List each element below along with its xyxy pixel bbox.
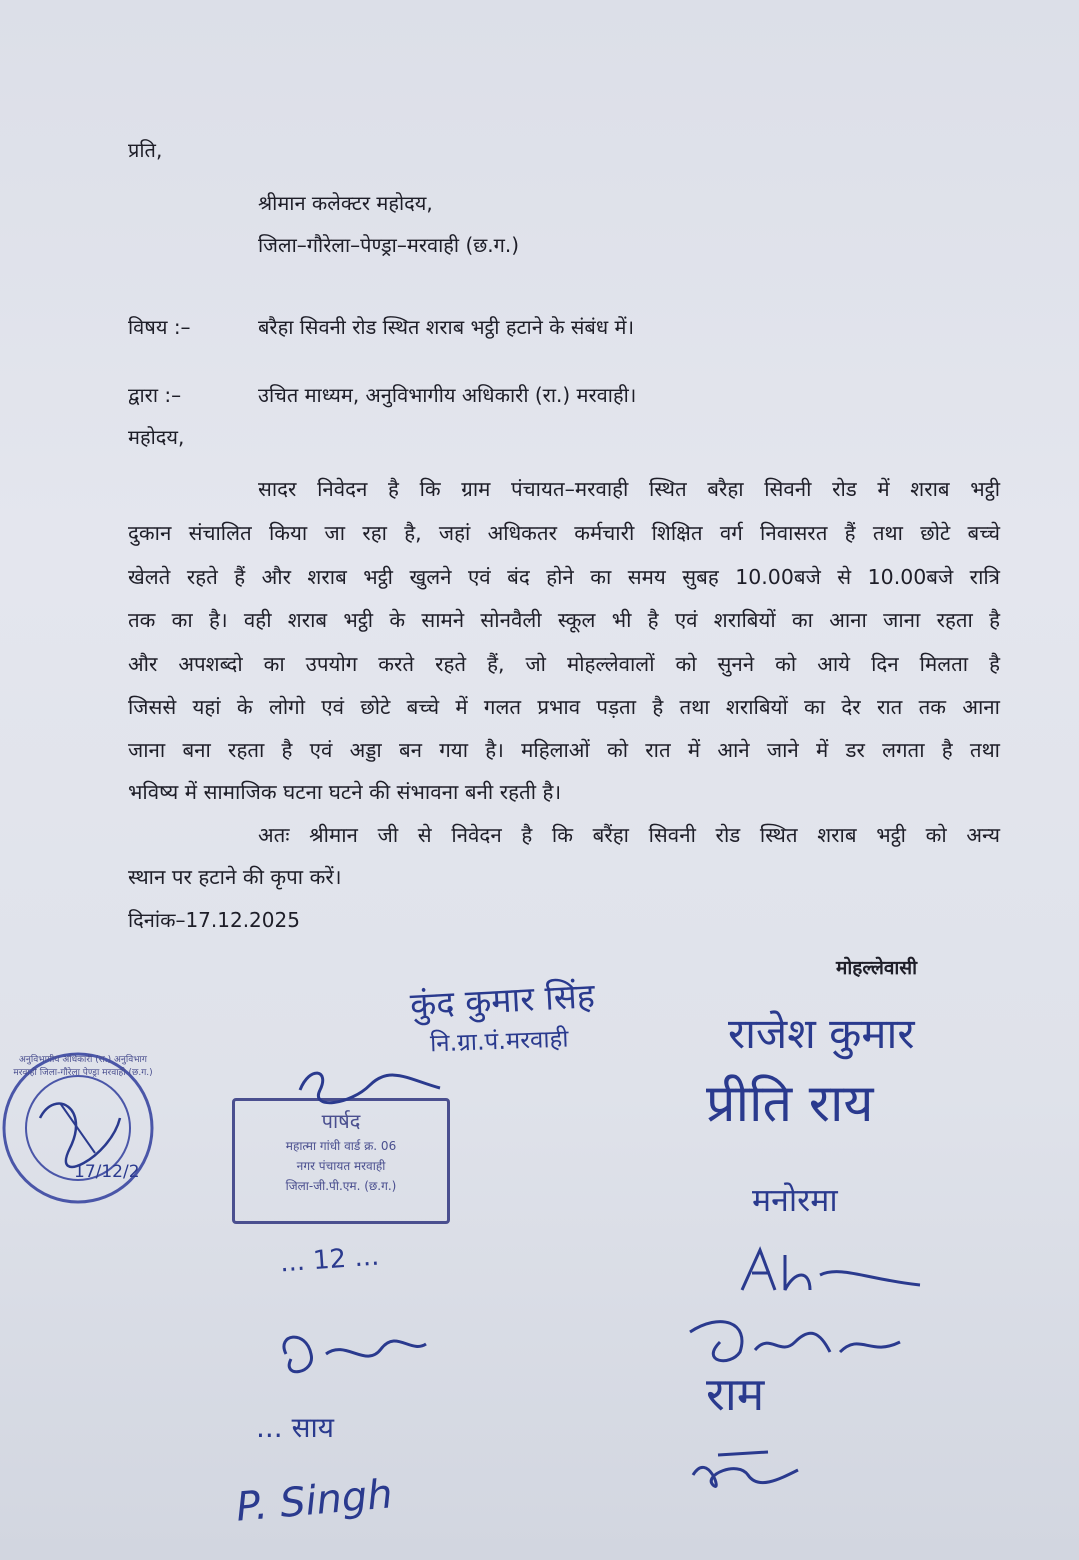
parshad-stamp — [232, 1098, 450, 1224]
signature-1-sub: नि.ग्रा.पं.मरवाही — [429, 1024, 569, 1058]
signature-1: कुंद कुमार सिंह — [409, 976, 596, 1026]
recipient-line2: जिला–गौरेला–पेण्ड्रा–मरवाही (छ.ग.) — [258, 233, 520, 257]
seal-date: 17/12/2 — [74, 1162, 140, 1182]
para1-line: और अपशब्दो का उपयोग करते रहते हैं, जो मोहल्लेवालों को सुनने को आये दिन मिलता है — [128, 652, 1000, 676]
via-text: उचित माध्यम, अनुविभागीय अधिकारी (रा.) मरवाही। — [258, 383, 637, 407]
signature-5: राम — [706, 1367, 765, 1421]
para2-line: अतः श्रीमान जी से निवेदन है कि बरैंहा सिवनी रोड स्थित शराब भट्ठी को अन्य — [258, 823, 1000, 847]
signature-3: प्रीति राय — [706, 1074, 874, 1134]
salutation-to: प्रति, — [128, 138, 163, 162]
subject-label: विषय :– — [128, 315, 191, 339]
stamp-line2: महात्मा गांधी वार्ड क्र. 06 — [285, 1139, 397, 1153]
greeting: महोदय, — [128, 425, 185, 449]
signature-4: मनोरमा — [752, 1181, 838, 1219]
signature-2: राजेश कुमार — [728, 1009, 915, 1058]
para1-line: सादर निवेदन है कि ग्राम पंचायत–मरवाही स्थित बरैहा सिवनी रोड में शराब भट्ठी — [258, 477, 1000, 501]
scribble-signature — [678, 1440, 808, 1500]
signature-8: P. Singh — [234, 1471, 395, 1531]
stamp-line1: पार्षद — [321, 1109, 361, 1133]
stamp-line4: जिला-जी.पी.एम. (छ.ग.) — [285, 1179, 397, 1193]
signatory-heading: मोहल्लेवासी — [836, 957, 918, 979]
para1-line: तक का है। वही शराब भट्ठी के सामने सोनवैली स्कूल भी है एवं शराबियों का आना जाना रहता है — [128, 608, 1000, 632]
round-seal — [0, 1048, 160, 1208]
signature-6: ... 12 ... — [279, 1241, 381, 1279]
para2-line: स्थान पर हटाने की कृपा करें। — [128, 865, 342, 889]
scribble-signature — [290, 1060, 470, 1110]
subject-text: बरैहा सिवनी रोड स्थित शराब भट्ठी हटाने के संबंध में। — [258, 315, 635, 339]
para1-line: भविष्य में सामाजिक घटना घटने की संभावना बनी रहती है। — [128, 780, 562, 804]
signature-7: ... साय — [256, 1411, 335, 1444]
para1-line: जिससे यहां के लोगो एवं छोटे बच्चे में गलत प्रभाव पड़ता है तथा शराबियों का देर रात तक आना — [128, 695, 1000, 719]
scribble-signature — [730, 1245, 930, 1305]
seal-text: अनुविभागीय अधिकारी (रा.) अनुविभाग मरवाही जिला-गौरेला पेण्ड्रा मरवाही (छ.ग.) — [13, 1055, 153, 1078]
recipient-line1: श्रीमान कलेक्टर महोदय, — [258, 191, 433, 215]
via-label: द्वारा :– — [128, 383, 182, 407]
para1-line: जाना बना रहता है एवं अड्डा बन गया है। महिलाओं को रात में आने जाने में डर लगता है तथा — [128, 738, 1000, 762]
letter-date: दिनांक–17.12.2025 — [128, 908, 300, 932]
para1-line: दुकान संचालित किया जा रहा है, जहां अधिकतर कर्मचारी शिक्षित वर्ग निवासरत हैं तथा छोटे बच्चे — [128, 521, 1000, 545]
scribble-signature — [266, 1324, 436, 1384]
stamp-line3: नगर पंचायत मरवाही — [296, 1159, 386, 1173]
para1-line: खेलते रहते हैं और शराब भट्ठी खुलने एवं बंद होने का समय सुबह 10.00बजे से 10.00बजे रात्रि — [128, 565, 1000, 589]
